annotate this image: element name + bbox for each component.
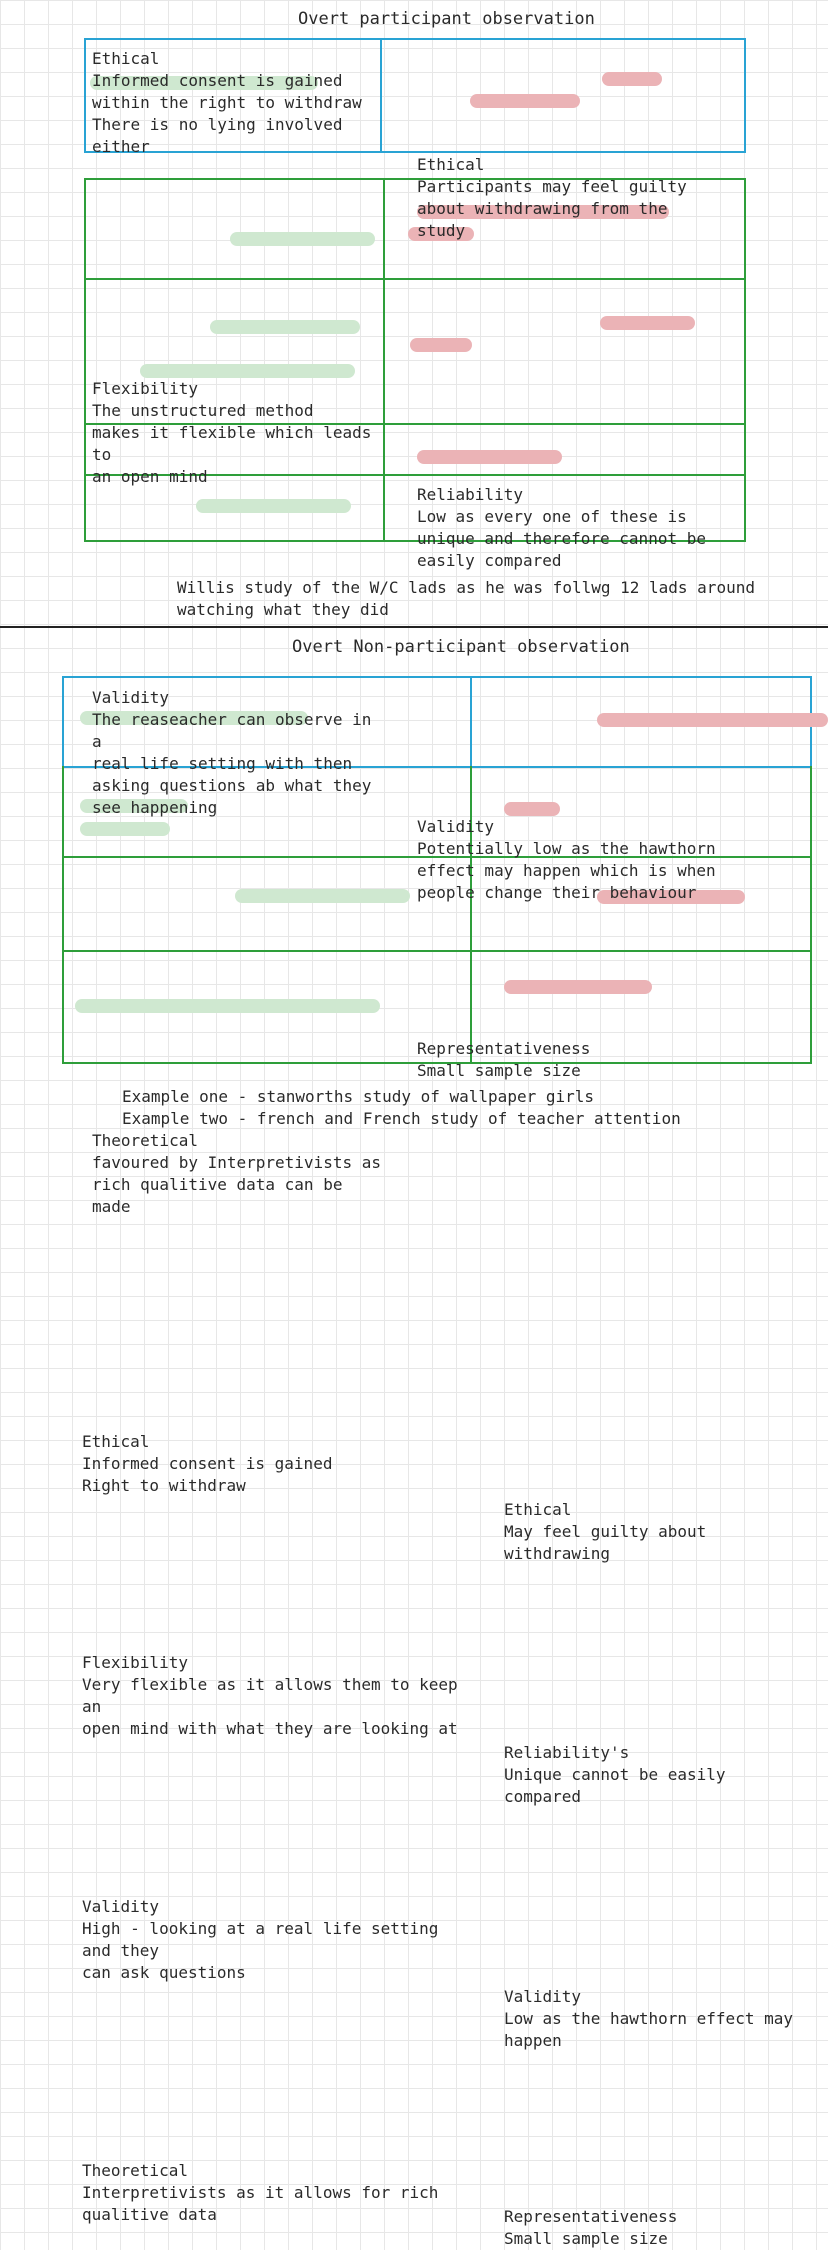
reliability-right-2: Reliability's Unique cannot be easily compared <box>504 1743 726 1806</box>
highlight <box>196 499 351 513</box>
highlight <box>80 822 170 836</box>
highlight <box>417 450 562 464</box>
highlight <box>600 316 695 330</box>
highlight <box>602 72 662 86</box>
grid-2-divider <box>470 766 472 1064</box>
ethical-right-2: Ethical May feel guilty about withdrawing <box>504 1500 707 1563</box>
ethical-left-2: Ethical Informed consent is gained Right to withdraw <box>82 1432 333 1495</box>
highlight <box>410 338 472 352</box>
representativeness-right-2: Representativeness Small sample size <box>504 2207 678 2248</box>
example-one: Example one - stanworths study of wallpaper girls <box>122 1087 595 1106</box>
grid-1-row-line <box>84 278 746 280</box>
flexibility-left-1: Flexibility The unstructured method makes it flexible which leads to an open mind <box>92 379 372 486</box>
example-willis: Willis study of the W/C lads as he was follwg 12 lads around watching what they did <box>177 578 755 619</box>
representativeness-right-1: Representativeness Small sample size <box>417 1039 591 1080</box>
section2-title: Overt Non-participant observation <box>292 637 630 657</box>
example-two: Example two - french and French study of teacher attention <box>122 1109 681 1128</box>
ethical-box-1-divider <box>380 38 382 153</box>
ethical-right-1: Ethical Participants may feel guilty about withdrawing from the study <box>417 155 687 240</box>
theoretical-left-2: Theoretical Interpretivists as it allows for rich qualitive data <box>82 2161 439 2224</box>
highlight <box>210 320 360 334</box>
validity-left-1: Validity The reaseacher can observe in a real life setting with then asking questions ab what they see happening <box>92 688 372 817</box>
validity-left-2: Validity High - looking at a real life setting and they can ask questions <box>82 1897 439 1982</box>
reliability-right-1: Reliability Low as every one of these is unique and therefore cannot be easily compared <box>417 485 706 570</box>
highlight <box>470 94 580 108</box>
ethical-box-2-divider <box>470 676 472 768</box>
highlight <box>235 889 410 903</box>
section1-title: Overt participant observation <box>298 9 595 29</box>
ethical-left-1: Ethical Informed consent is gained within the right to withdraw There is no lying involved either <box>92 49 362 156</box>
theoretical-left-1: Theoretical favoured by Interpretivists as rich qualitive data can be made <box>92 1131 381 1216</box>
highlight <box>504 802 560 816</box>
flexibility-left-2: Flexibility Very flexible as it allows them to keep an open mind with what they are looking at <box>82 1653 458 1738</box>
validity-right-1: Validity Potentially low as the hawthorn effect may happen which is when people change their behaviour <box>417 817 716 902</box>
validity-right-2: Validity Low as the hawthorn effect may happen <box>504 1987 793 2050</box>
highlight <box>504 980 652 994</box>
highlight <box>75 999 380 1013</box>
section-divider <box>0 626 828 628</box>
grid-1-divider <box>383 178 385 542</box>
highlight <box>230 232 375 246</box>
grid-2-row-line <box>62 950 812 952</box>
highlight <box>140 364 355 378</box>
highlight <box>597 713 828 727</box>
